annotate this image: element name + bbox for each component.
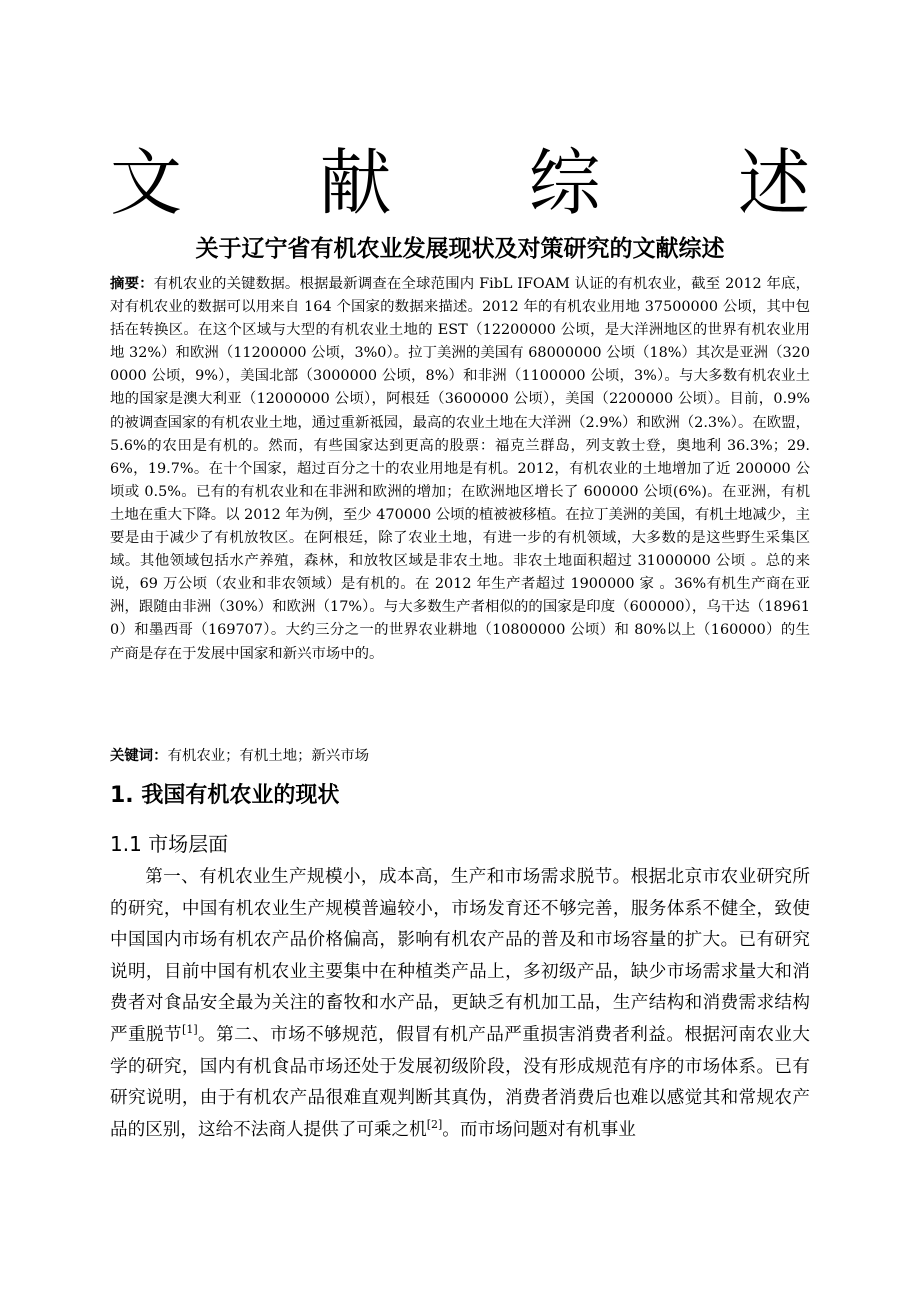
title-char: 述 xyxy=(737,141,810,225)
title-char: 综 xyxy=(528,141,601,225)
document-title xyxy=(110,138,810,228)
citation-2: [2] xyxy=(426,1117,443,1131)
document-subtitle: 关于辽宁省有机农业发展现状及对策研究的文献综述 xyxy=(195,236,725,262)
paragraph-text: 。而市场问题对有机事业 xyxy=(442,1119,636,1140)
title-char: 文 xyxy=(110,141,183,225)
paragraph-text: 第一、有机农业生产规模小，成本高，生产和市场需求脱节。根据北京市农业研究所的研究，中国有机农业生产规模普遍较小，市场发育还不够完善，服务体系不健全，致使中国国内市场有机农产品价格偏高，影响有机农产品的普及和市场容量的扩大。已有研究说明，目前中国有机农业主要集中在种植类产品上，多初级产品，缺少市场需求量大和消费者对食品安全最为关注的畜牧和水产品，更缺乏有机加工品，生产结构和消费需求结构严重脱节 xyxy=(110,867,810,1045)
body-paragraph xyxy=(110,862,810,1146)
abstract-text: 有机农业的关键数据。根据最新调查在全球范围内 FibL IFOAM 认证的有机农业，截至 2012 年底，对有机农业的数据可以用来自 164 个国家的数据来描述。2012 年的有机农业用地 37500000 公顷，其中包括在转换区。在这个区域与大型的有机农业土地的 EST（12200000 公顷，是大洋洲地区的世界有机农业用地 32%）和欧洲（11200000 公顷，3%0）。拉丁美洲的美国有 68000000 公顷（18%）其次是亚洲（3200000 公顷，9%），美国北部（3000000 公顷，8%）和非洲（1100000 公顷，3%）。与大多数有机农业土地的国家是澳大利亚（12000000 公顷），阿根廷（3600000 公顷），美国（2200000 公顷）。目前，0.9%的被调查国家的有机农业土地，通过重新祗园，最高的农业土地在大洋洲（2.9%）和欧洲（2.3%）。在欧盟，5.6%的农田是有机的。然而，有些国家达到更高的股票：福克兰群岛，列支敦士登，奥地利 36.3%；29.6%，19.7%。在十个国家，超过百分之十的农业用地是有机。2012，有机农业的土地增加了近 200000 公顷或 0.5%。已有的有机农业和在非洲和欧洲的增加；在欧洲地区增长了 600000 公顷(6%)。在亚洲，有机土地在重大下降。以 2012 年为例，至少 470000 公顷的植被被移植。在拉丁美洲的美国，有机土地减少，主要是由于减少了有机放牧区。在阿根廷，除了农业土地，有进一步的有机领域，大多数的是这些野生采集区域。其他领域包括水产养殖，森林，和放牧区域是非农土地。非农土地面积超过 31000000 公顷 。总的来说，69 万公顷（农业和非农领域）是有机的。在 2012 年生产者超过 1900000 家 。36%有机生产商在亚洲，跟随由非洲（30%）和欧洲（17%）。与大多数生产者相似的的国家是印度（600000），乌干达（189610）和墨西哥（169707）。大约三分之一的世界农业耕地（10800000 公顷）和 80%以上（160000）的生产商是存在于发展中国家和新兴市场中的。 xyxy=(110,276,810,662)
paragraph-text: 。第二、市场不够规范，假冒有机产品严重损害消费者利益。根据河南农业大学的研究，国内有机食品市场还处于发展初级阶段，没有形成规范有序的市场体系。已有研究说明，由于有机农产品很难直观判断其真伪，消费者消费后也难以感觉其和常规农产品的区别，这给不法商人提供了可乘之机 xyxy=(110,1024,810,1140)
section-heading-1-1: 1.1 市场层面 xyxy=(110,832,229,856)
abstract xyxy=(110,273,810,666)
keywords-text: 有机农业；有机土地；新兴市场 xyxy=(167,748,370,764)
section-heading-1: 1. 我国有机农业的现状 xyxy=(110,783,340,808)
title-char: 献 xyxy=(319,141,392,225)
abstract-label: 摘要： xyxy=(110,276,154,292)
keywords xyxy=(110,744,810,768)
citation-1: [1] xyxy=(182,1023,198,1037)
keywords-label: 关键词： xyxy=(110,748,168,764)
